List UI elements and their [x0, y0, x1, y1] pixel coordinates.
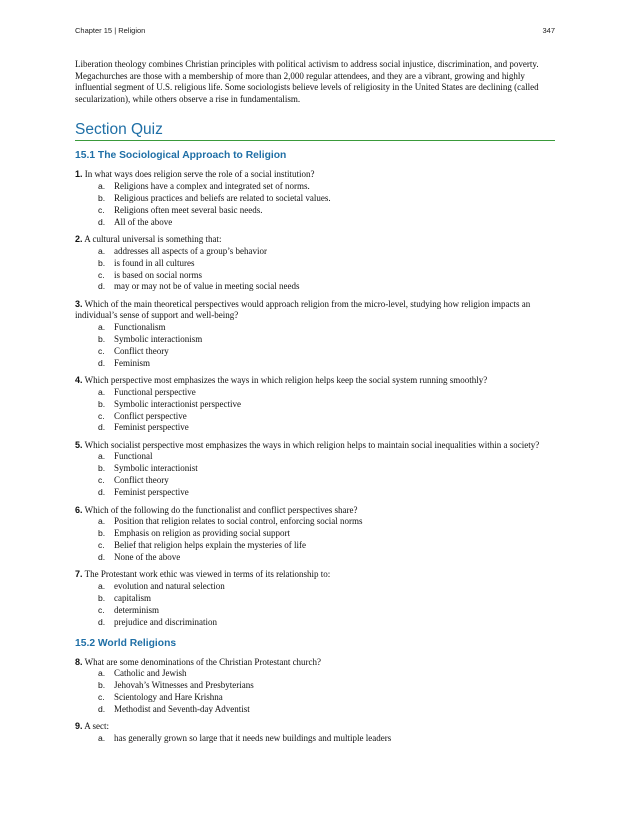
option-text: None of the above — [114, 551, 181, 562]
answer-option — [75, 181, 555, 193]
quiz-question — [75, 375, 555, 434]
option-text: Conflict theory — [114, 345, 169, 356]
answer-option — [75, 205, 555, 217]
quiz-sections — [75, 150, 555, 744]
page-content — [75, 59, 555, 750]
chapter-header: Chapter 15 | Religion — [75, 26, 146, 35]
option-text: Symbolic interactionist perspective — [114, 398, 241, 409]
question-number: 6. — [75, 504, 83, 515]
option-letter: d. — [98, 616, 106, 627]
question-number: 8. — [75, 656, 83, 667]
option-text: Religions have a complex and integrated set of norms. — [114, 180, 310, 191]
question-text: A sect: — [84, 721, 110, 732]
option-letter: c. — [98, 269, 105, 280]
option-letter: c. — [98, 345, 105, 356]
option-text: has generally grown so large that it needs new buildings and multiple leaders — [114, 732, 392, 743]
option-text: addresses all aspects of a group’s behavior — [114, 245, 267, 256]
answer-option — [75, 593, 555, 605]
question-stem — [75, 440, 555, 452]
section-quiz-heading: Section Quiz — [75, 121, 555, 141]
answer-option — [75, 451, 555, 463]
answer-option — [75, 617, 555, 629]
option-text: Symbolic interactionist — [114, 463, 198, 474]
quiz-question — [75, 569, 555, 628]
quiz-question — [75, 440, 555, 499]
option-text: capitalism — [114, 592, 151, 603]
answer-option — [75, 668, 555, 680]
answer-option — [75, 540, 555, 552]
option-letter: b. — [98, 333, 106, 344]
option-letter: d. — [98, 703, 106, 714]
section-heading: 15.1 The Sociological Approach to Religion — [75, 150, 287, 162]
option-text: evolution and natural selection — [114, 580, 225, 591]
option-letter: c. — [98, 475, 105, 486]
option-letter: c. — [98, 410, 105, 421]
option-text: Belief that religion helps explain the mysteries of life — [114, 539, 306, 550]
page-number: 347 — [542, 26, 555, 35]
option-text: All of the above — [114, 216, 173, 227]
question-stem — [75, 657, 555, 669]
question-stem — [75, 234, 555, 246]
option-text: Religious practices and beliefs are related to societal values. — [114, 192, 331, 203]
option-letter: b. — [98, 192, 106, 203]
answer-option — [75, 475, 555, 487]
question-number: 2. — [75, 234, 83, 245]
option-letter: a. — [98, 516, 106, 527]
question-text: Which of the main theoretical perspectives would approach religion from the micro-level, studying how religion impacts an individual’s sense of support and well-being? — [75, 298, 531, 321]
question-text: Which of the following do the functionalist and conflict perspectives share? — [84, 504, 358, 515]
answer-option — [75, 605, 555, 617]
option-letter: c. — [98, 691, 105, 702]
option-text: determinism — [114, 604, 159, 615]
option-text: Functionalism — [114, 322, 166, 332]
answer-option — [75, 358, 555, 370]
answer-option — [75, 334, 555, 346]
quiz-question — [75, 169, 555, 228]
option-letter: b. — [98, 398, 106, 409]
option-letter: a. — [98, 580, 106, 591]
option-letter: a. — [98, 245, 106, 256]
option-text: Symbolic interactionism — [114, 333, 203, 344]
question-text: In what ways does religion serve the role of a social institution? — [84, 169, 315, 180]
quiz-question — [75, 505, 555, 564]
question-stem — [75, 169, 555, 181]
option-text: Feminist perspective — [114, 422, 189, 433]
answer-option — [75, 399, 555, 411]
answer-option — [75, 270, 555, 282]
option-text: Jehovah’s Witnesses and Presbyterians — [114, 680, 254, 690]
answer-option — [75, 258, 555, 270]
option-text: Position that religion relates to social control, enforcing social norms — [114, 516, 363, 527]
option-letter: d. — [98, 216, 106, 227]
option-letter: a. — [98, 732, 106, 743]
option-text: Functional — [114, 451, 153, 462]
answer-option — [75, 411, 555, 423]
answer-option — [75, 246, 555, 258]
intro-paragraph: Liberation theology combines Christian principles with political activism to address social injustice, discrimination, and poverty. Megachurches are those with a membership of more than 2,000 regular attendees, and they are a vibrant, growing and highly influential segment of U.S. religious life. Some sociologists believe levels of religiosity in the United States are declining (called secularization), while others observe a rise in fundamentalism. — [75, 59, 539, 104]
option-letter: b. — [98, 680, 106, 690]
answer-option — [75, 487, 555, 499]
question-text: A cultural universal is something that: — [84, 234, 222, 245]
option-letter: d. — [98, 281, 106, 292]
option-letter: a. — [98, 386, 106, 397]
question-stem — [75, 505, 555, 517]
answer-option — [75, 581, 555, 593]
option-letter: c. — [98, 604, 105, 615]
quiz-question — [75, 657, 555, 716]
question-text: The Protestant work ethic was viewed in terms of its relationship to: — [84, 569, 331, 580]
quiz-question — [75, 234, 555, 293]
option-text: is based on social norms — [114, 269, 202, 280]
answer-option — [75, 516, 555, 528]
question-stem — [75, 375, 555, 387]
quiz-question — [75, 721, 555, 745]
question-number: 1. — [75, 169, 83, 180]
question-text: What are some denominations of the Christian Protestant church? — [84, 656, 322, 667]
option-text: Feminism — [114, 357, 151, 368]
option-letter: c. — [98, 204, 105, 215]
question-number: 7. — [75, 569, 83, 580]
answer-option — [75, 733, 555, 745]
option-letter: a. — [98, 451, 106, 462]
option-letter: d. — [98, 422, 106, 433]
option-letter: d. — [98, 487, 106, 498]
option-text: Methodist and Seventh-day Adventist — [114, 703, 250, 714]
answer-option — [75, 193, 555, 205]
option-letter: b. — [98, 592, 106, 603]
answer-option — [75, 387, 555, 399]
option-letter: a. — [98, 180, 106, 191]
option-text: Religions often meet several basic needs. — [114, 204, 263, 215]
question-text: Which socialist perspective most emphasizes the ways in which religion helps to maintain social inequalities within a society? — [84, 439, 540, 450]
option-text: Functional perspective — [114, 386, 196, 397]
option-letter: b. — [98, 528, 106, 539]
answer-option — [75, 281, 555, 293]
option-text: prejudice and discrimination — [114, 616, 217, 627]
option-letter: d. — [98, 357, 106, 368]
question-number: 9. — [75, 721, 83, 732]
option-letter: d. — [98, 551, 106, 562]
option-text: Emphasis on religion as providing social support — [114, 528, 290, 539]
quiz-question — [75, 299, 555, 370]
option-letter: b. — [98, 463, 106, 474]
option-text: is found in all cultures — [114, 257, 195, 268]
option-letter: b. — [98, 257, 106, 268]
option-text: Catholic and Jewish — [114, 668, 187, 679]
question-text: Which perspective most emphasizes the ways in which religion helps keep the social system running smoothly? — [84, 375, 488, 386]
answer-option — [75, 692, 555, 704]
question-stem — [75, 299, 555, 322]
answer-option — [75, 422, 555, 434]
option-letter: a. — [98, 322, 106, 332]
answer-option — [75, 704, 555, 716]
question-number: 5. — [75, 439, 83, 450]
option-letter: c. — [98, 539, 105, 550]
option-text: may or may not be of value in meeting social needs — [114, 281, 300, 292]
answer-option — [75, 463, 555, 475]
option-letter: a. — [98, 668, 106, 679]
option-text: Conflict perspective — [114, 410, 187, 421]
section-heading: 15.2 World Religions — [75, 637, 177, 649]
question-stem — [75, 721, 555, 733]
answer-option — [75, 322, 555, 334]
answer-option — [75, 346, 555, 358]
answer-option — [75, 528, 555, 540]
question-number: 3. — [75, 298, 83, 309]
option-text: Feminist perspective — [114, 487, 189, 498]
answer-option — [75, 552, 555, 564]
option-text: Scientology and Hare Krishna — [114, 691, 223, 702]
answer-option — [75, 680, 555, 692]
option-text: Conflict theory — [114, 475, 169, 486]
question-number: 4. — [75, 375, 83, 386]
question-stem — [75, 569, 555, 581]
answer-option — [75, 217, 555, 229]
